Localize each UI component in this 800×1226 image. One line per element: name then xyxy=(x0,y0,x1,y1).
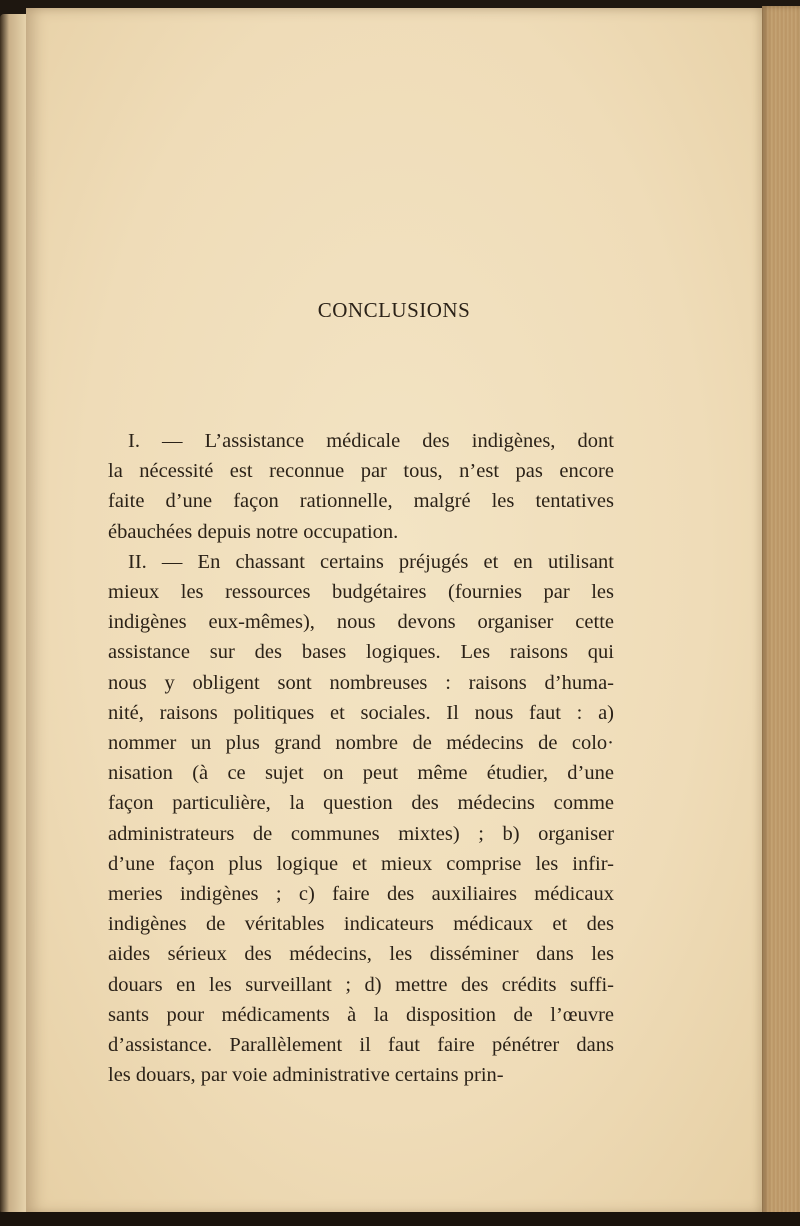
text-line: II. — En chassant certains préjugés et en utilisant xyxy=(128,550,614,573)
text-line: indigènes eux-mêmes), nous devons organiser cette xyxy=(108,611,614,634)
text-line: meries indigènes ; c) faire des auxiliaires médicaux xyxy=(108,883,614,906)
left-page-edge xyxy=(0,14,26,1214)
text-line: ébauchées depuis notre occupation. xyxy=(108,520,399,543)
page-stack-edge xyxy=(762,6,800,1218)
text-line: d’une façon plus logique et mieux comprise les infir- xyxy=(108,852,614,875)
scan-border xyxy=(0,1212,800,1226)
text-line: mieux les ressources budgétaires (fournies par les xyxy=(108,581,614,604)
body-text xyxy=(108,426,614,1090)
text-line: nité, raisons politiques et sociales. Il nous faut : a) xyxy=(108,701,614,724)
text-line: faite d’une façon rationnelle, malgré les tentatives xyxy=(108,490,614,513)
text-line: aides sérieux des médecins, les disséminer dans les xyxy=(108,943,614,966)
text-line: indigènes de véritables indicateurs médicaux et des xyxy=(108,913,614,936)
text-line: nommer un plus grand nombre de médecins de colo· xyxy=(108,732,614,755)
text-line: nisation (à ce sujet on peut même étudier, d’une xyxy=(108,762,614,785)
text-line: I. — L’assistance médicale des indigènes, dont xyxy=(128,430,614,452)
text-line: sants pour médicaments à la disposition de l’œuvre xyxy=(108,1003,614,1026)
text-line: façon particulière, la question des médecins comme xyxy=(108,792,614,815)
text-line: douars en les surveillant ; d) mettre des crédits suffi- xyxy=(108,973,614,996)
text-line: administrateurs de communes mixtes) ; b) organiser xyxy=(108,822,614,845)
text-line: d’assistance. Parallèlement il faut faire pénétrer dans xyxy=(108,1034,614,1057)
text-line: la nécessité est reconnue par tous, n’est pas encore xyxy=(108,460,614,483)
text-line: nous y obligent sont nombreuses : raisons d’huma- xyxy=(108,671,614,694)
page-title: CONCLUSIONS xyxy=(317,298,471,322)
text-line: les douars, par voie administrative certains prin- xyxy=(108,1064,504,1087)
text-line: assistance sur des bases logiques. Les raisons qui xyxy=(108,641,614,664)
